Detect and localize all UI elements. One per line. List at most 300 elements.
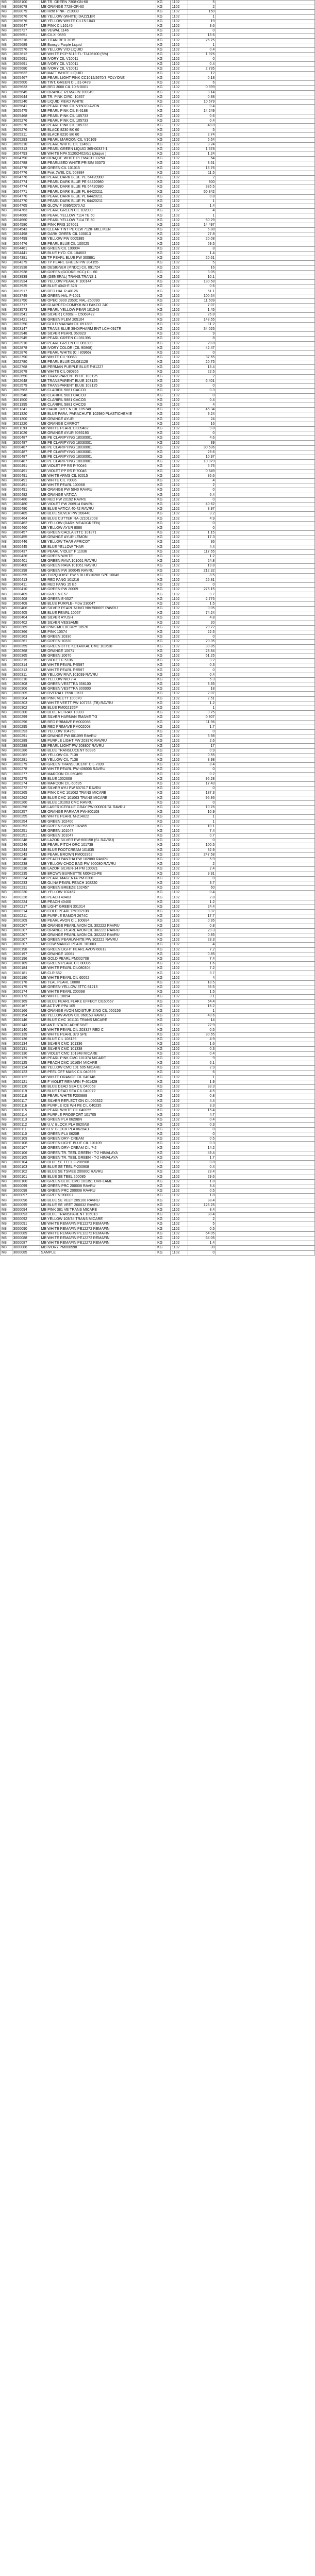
material-code-cell: 3000300 (12, 711, 40, 715)
description-cell: MB WHITE PEARL PW-406006 RAVRU (40, 767, 156, 772)
unit-cell: KG (156, 43, 171, 47)
description-cell: MB YELLOW CIL 7138 (40, 758, 156, 763)
description-cell: MB TEAL PEARL 10008 (40, 980, 156, 985)
material-code-cell: 3000491 (12, 474, 40, 478)
empty-cell (216, 327, 315, 331)
location-cell: 1102 (171, 105, 188, 109)
description-cell: MB WHITE PEARL 379 SPE (40, 1032, 156, 1037)
empty-cell (216, 976, 315, 980)
description-cell: MB GREEN (GODRE.HCC) CIL 60 (40, 270, 156, 275)
quantity-cell: 49.4 (188, 1151, 216, 1156)
location-cell: 1102 (171, 218, 188, 223)
quantity-cell: 0 (188, 488, 216, 493)
material-code-cell: 3000234 (12, 876, 40, 881)
plant-cell: M8 (1, 57, 12, 62)
description-cell: MB SILVER ( Cristal -- C5068422 (40, 313, 156, 317)
unit-cell: KG (156, 966, 171, 971)
table-row (1, 1142, 315, 1146)
unit-cell: KG (156, 744, 171, 748)
location-cell: 1102 (171, 350, 188, 355)
location-cell: 1102 (171, 711, 188, 715)
quantity-cell: 0.8 (188, 1160, 216, 1165)
plant-cell: M8 (1, 138, 12, 142)
empty-cell (216, 1056, 315, 1061)
table-row (1, 767, 315, 772)
unit-cell: KG (156, 895, 171, 900)
plant-cell: M8 (1, 76, 12, 81)
plant-cell: M8 (1, 1203, 12, 1208)
unit-cell: KG (156, 199, 171, 204)
location-cell: 1102 (171, 540, 188, 545)
description-cell: MB IVORY CIL V10011 (40, 57, 156, 62)
material-code-cell: 3000395 (12, 573, 40, 578)
plant-cell: M8 (1, 659, 12, 663)
material-code-cell: 3000410 (12, 588, 40, 592)
plant-cell: M8 (1, 843, 12, 848)
plant-cell: M8 (1, 905, 12, 909)
empty-cell (216, 777, 315, 781)
material-code-cell: 3001320 (12, 412, 40, 417)
plant-cell: M8 (1, 194, 12, 199)
plant-cell: M8 (1, 285, 12, 289)
plant-cell: M8 (1, 1080, 12, 1084)
table-row (1, 138, 315, 142)
location-cell: 1102 (171, 109, 188, 114)
location-cell: 1102 (171, 14, 188, 19)
unit-cell: KG (156, 1142, 171, 1146)
table-row (1, 1203, 315, 1208)
location-cell: 1102 (171, 313, 188, 317)
quantity-cell: 4.4 (188, 1099, 216, 1103)
table-row (1, 971, 315, 976)
table-row (1, 209, 315, 213)
location-cell: 1102 (171, 952, 188, 957)
unit-cell: KG (156, 1179, 171, 1184)
plant-cell: M8 (1, 526, 12, 530)
unit-cell: KG (156, 5, 171, 10)
description-cell: MB ANTI STATIC ADHESIVE (40, 1023, 156, 1028)
location-cell: 1102 (171, 152, 188, 157)
location-cell: 1102 (171, 531, 188, 536)
plant-cell: M8 (1, 734, 12, 739)
quantity-cell: 34.025 (188, 327, 216, 331)
empty-cell (216, 19, 315, 24)
description-cell: MB GREEN PW 20009 (40, 588, 156, 592)
plant-cell: M8 (1, 270, 12, 275)
description-cell: MB PEARL LIGHT PW 208807 RAVRU (40, 744, 156, 748)
unit-cell: KG (156, 1094, 171, 1099)
quantity-cell: 29.3 (188, 928, 216, 933)
unit-cell: KG (156, 919, 171, 924)
table-row (1, 621, 315, 625)
table-row (1, 791, 315, 796)
location-cell: 1102 (171, 190, 188, 194)
empty-cell (216, 242, 315, 246)
location-cell: 1102 (171, 161, 188, 166)
empty-cell (216, 322, 315, 327)
description-cell: MB YELLOW CIL 7138 (40, 753, 156, 758)
description-cell: MB GREEN 10330 (40, 640, 156, 644)
quantity-cell: 3.97 (188, 507, 216, 512)
location-cell: 1102 (171, 687, 188, 692)
empty-cell (216, 464, 315, 469)
location-cell: 1102 (171, 280, 188, 285)
location-cell: 1102 (171, 601, 188, 606)
material-code-cell: 3000211 (12, 914, 40, 919)
quantity-cell: 0 (188, 729, 216, 734)
description-cell: MB CLARIFIL 5881 CACO3 (40, 389, 156, 393)
description-cell: MB CLR 552 (40, 971, 156, 976)
table-row (1, 1018, 315, 1023)
unit-cell: KG (156, 441, 171, 445)
quantity-cell: 0.5 (188, 1189, 216, 1194)
empty-cell (216, 919, 315, 924)
empty-cell (216, 1175, 315, 1179)
description-cell: MB Bonsyb Purple Liquid (40, 43, 156, 47)
quantity-cell: 1 (188, 815, 216, 819)
table-row (1, 597, 315, 601)
location-cell: 1102 (171, 147, 188, 152)
table-row (1, 398, 315, 403)
unit-cell: KG (156, 1061, 171, 1066)
table-row (1, 190, 315, 194)
location-cell: 1102 (171, 1004, 188, 1009)
plant-cell: M8 (1, 327, 12, 331)
plant-cell: M8 (1, 1038, 12, 1042)
plant-cell: M8 (1, 625, 12, 630)
quantity-cell: 1.4 (188, 251, 216, 256)
unit-cell: KG (156, 237, 171, 242)
material-code-cell: 3000265 (12, 791, 40, 796)
description-cell: MB GREEN PEARL CIL 80036 (40, 962, 156, 966)
empty-cell (216, 483, 315, 488)
location-cell: 1102 (171, 436, 188, 441)
plant-cell: M8 (1, 356, 12, 360)
table-row (1, 758, 315, 763)
quantity-cell: 10.579 (188, 99, 216, 104)
empty-cell (216, 1032, 315, 1037)
material-code-cell: 3003749 (12, 294, 40, 298)
unit-cell: KG (156, 625, 171, 630)
description-cell: MB GREEN RAVA 101061 RAVRU (40, 564, 156, 568)
table-row (1, 781, 315, 786)
unit-cell: KG (156, 1246, 171, 1250)
description-cell: MB ORANGE 10061 (40, 952, 156, 957)
plant-cell: M8 (1, 1084, 12, 1089)
material-code-cell: 3005651 (12, 34, 40, 38)
quantity-cell: 8 (188, 246, 216, 251)
empty-cell (216, 1151, 315, 1156)
unit-cell: KG (156, 1028, 171, 1032)
quantity-cell: 40.62 (188, 502, 216, 507)
plant-cell: M8 (1, 478, 12, 483)
material-code-cell: 3000180 (12, 976, 40, 980)
material-code-cell: 3000174 (12, 990, 40, 995)
material-code-cell: 3000257 (12, 810, 40, 815)
quantity-cell: 2.4 (188, 867, 216, 872)
unit-cell: KG (156, 729, 171, 734)
quantity-cell: 0.18 (188, 76, 216, 81)
material-code-cell: 3003541 (12, 313, 40, 317)
quantity-cell: 10.76 (188, 805, 216, 810)
material-code-cell: 3000121 (12, 1080, 40, 1084)
quantity-cell: 2 (188, 1217, 216, 1222)
table-row (1, 389, 315, 393)
plant-cell: M8 (1, 161, 12, 166)
quantity-cell: 12 (188, 71, 216, 76)
location-cell: 1102 (171, 445, 188, 450)
description-cell: MB PEARL VIOLET F 11036 (40, 549, 156, 554)
empty-cell (216, 1241, 315, 1246)
unit-cell: KG (156, 90, 171, 95)
description-cell: MB BLUE CMC 101131 TRANS MICARE (40, 1018, 156, 1023)
material-code-cell: 3000409 (12, 592, 40, 597)
description-cell: MB YELLOW V/O LIQUID (40, 47, 156, 52)
table-row (1, 1108, 315, 1113)
table-row (1, 753, 315, 758)
material-code-cell: 3000366 (12, 630, 40, 634)
table-row (1, 66, 315, 71)
table-row (1, 76, 315, 81)
table-row (1, 450, 315, 455)
description-cell: MB BLUE PEARL 10057 (40, 611, 156, 616)
empty-cell (216, 142, 315, 147)
location-cell: 1102 (171, 554, 188, 559)
plant-cell: M8 (1, 933, 12, 938)
location-cell: 1102 (171, 772, 188, 777)
empty-cell (216, 232, 315, 237)
unit-cell: KG (156, 166, 171, 171)
location-cell: 1102 (171, 1179, 188, 1184)
description-cell: MB ORANGE AYUR LEMON (40, 536, 156, 540)
quantity-cell: 5 (188, 128, 216, 133)
plant-cell: M8 (1, 71, 12, 76)
location-cell: 1102 (171, 1231, 188, 1236)
table-row (1, 1189, 315, 1194)
description-cell: MB GREEN 3TTC KOTAKKAL CMC 102638 (40, 644, 156, 649)
material-code-cell: 3005727 (12, 29, 40, 34)
material-code-cell: 3003925 (12, 285, 40, 289)
location-cell: 1102 (171, 180, 188, 185)
plant-cell: M8 (1, 1075, 12, 1080)
empty-cell (216, 1023, 315, 1028)
location-cell: 1102 (171, 1094, 188, 1099)
description-cell: MB GREEN PRC 200008 RAVRU (40, 1189, 156, 1194)
quantity-cell: 0.907 (188, 715, 216, 720)
table-row (1, 109, 315, 114)
quantity-cell: 20.61 (188, 256, 216, 261)
quantity-cell: 1 (188, 1075, 216, 1080)
plant-cell: M8 (1, 952, 12, 957)
unit-cell: KG (156, 843, 171, 848)
quantity-cell: 0 (188, 800, 216, 805)
empty-cell (216, 34, 315, 38)
location-cell: 1102 (171, 905, 188, 909)
location-cell: 1102 (171, 133, 188, 138)
location-cell: 1102 (171, 455, 188, 460)
unit-cell: KG (156, 758, 171, 763)
description-cell: MB PE CLARIFYING 18030001 (40, 436, 156, 441)
location-cell: 1102 (171, 1236, 188, 1241)
quantity-cell: 5.9 (188, 857, 216, 862)
empty-cell (216, 497, 315, 502)
plant-cell: M8 (1, 895, 12, 900)
table-row (1, 147, 315, 152)
plant-cell: M8 (1, 1094, 12, 1099)
description-cell: MB TR. GREEN 7308-GN-60 (40, 1, 156, 5)
description-cell: MB OPAQUE WHITE PLEMACH 33250 (40, 157, 156, 161)
location-cell: 1102 (171, 933, 188, 938)
empty-cell (216, 663, 315, 668)
description-cell: MB BLUE CUTTER RA-J21012008 (40, 516, 156, 521)
description-cell: MB ORANGE VATICA (40, 493, 156, 497)
description-cell: MB BLUE CMC 101063 TRANS MICARE (40, 796, 156, 800)
location-cell: 1102 (171, 242, 188, 246)
table-row (1, 739, 315, 744)
material-code-cell: 3000460 (12, 526, 40, 530)
description-cell: MB GREEN RAVA 101061 RAVRU (40, 559, 156, 564)
description-cell: MB SILVER REFLECTION CIL060322 (40, 1099, 156, 1103)
unit-cell: KG (156, 957, 171, 961)
description-cell: MB GREEN PLA 0620BN (40, 1118, 156, 1123)
quantity-cell: 4 (188, 943, 216, 947)
description-cell: MB LAZOR SILVER PW-800158 (SL RAVRU) (40, 839, 156, 843)
plant-cell: M8 (1, 554, 12, 559)
unit-cell: KG (156, 360, 171, 365)
table-row (1, 1118, 315, 1123)
unit-cell: KG (156, 1222, 171, 1227)
location-cell: 1102 (171, 1194, 188, 1198)
unit-cell: KG (156, 928, 171, 933)
description-cell: MB VIOLET PW 206914 RAVRU (40, 502, 156, 507)
unit-cell: KG (156, 422, 171, 426)
empty-cell (216, 848, 315, 852)
description-cell: MB WHITE NPA 5120/2402/6/1 (plaque ) (40, 152, 156, 157)
material-code-cell: 3000262 (12, 796, 40, 800)
material-code-cell: 3000254 (12, 819, 40, 824)
material-code-cell: 3002780 (12, 360, 40, 365)
unit-cell: KG (156, 474, 171, 478)
description-cell: MB BLUE 4040-E 32B (40, 285, 156, 289)
location-cell: 1102 (171, 701, 188, 706)
unit-cell: KG (156, 630, 171, 634)
description-cell: MB PEACH CMC 101654 MICARE (40, 1061, 156, 1066)
material-code-cell: 3003573 (12, 308, 40, 313)
material-code-cell: 3004778 (12, 166, 40, 171)
table-row (1, 810, 315, 815)
location-cell: 1102 (171, 256, 188, 261)
table-row (1, 261, 315, 265)
unit-cell: KG (156, 905, 171, 909)
location-cell: 1102 (171, 545, 188, 549)
unit-cell: KG (156, 701, 171, 706)
location-cell: 1102 (171, 834, 188, 839)
description-cell: MB PINK 381 VE TRANS MICARE (40, 1208, 156, 1212)
plant-cell: M8 (1, 185, 12, 190)
material-code-cell: 3000251 (12, 834, 40, 839)
quantity-cell: 14.2 (188, 1146, 216, 1151)
table-row (1, 289, 315, 294)
description-cell: MB PEACH PANTHA PW 102080 RAVRU (40, 857, 156, 862)
quantity-cell: 69.5 (188, 242, 216, 246)
location-cell: 1102 (171, 360, 188, 365)
table-row (1, 228, 315, 232)
quantity-cell: 95.86 (188, 796, 216, 800)
location-cell: 1102 (171, 1132, 188, 1136)
material-code-cell: 3000087 (12, 1241, 40, 1246)
material-code-cell: 3003147 (12, 327, 40, 331)
table-row (1, 772, 315, 777)
empty-cell (216, 1080, 315, 1084)
material-code-cell: 3000094 (12, 1208, 40, 1212)
plant-cell: M8 (1, 578, 12, 582)
location-cell: 1102 (171, 62, 188, 66)
plant-cell: M8 (1, 445, 12, 450)
description-cell: MB GLOW F 3095/2070 A2 (40, 204, 156, 209)
empty-cell (216, 729, 315, 734)
material-code-cell: 3004543 (12, 228, 40, 232)
plant-cell: M8 (1, 251, 12, 256)
quantity-cell: 20.72 (188, 625, 216, 630)
quantity-cell: 26.75 (188, 38, 216, 43)
material-code-cell: 3000100 (12, 1179, 40, 1184)
location-cell: 1102 (171, 66, 188, 71)
material-code-cell: 3000363 (12, 635, 40, 640)
plant-cell: M8 (1, 374, 12, 379)
unit-cell: KG (156, 891, 171, 895)
quantity-cell: 0.9 (188, 748, 216, 753)
description-cell: MB BLUE PEARL FLAKE EFFECT CIL60567 (40, 999, 156, 1004)
location-cell: 1102 (171, 317, 188, 322)
unit-cell: KG (156, 161, 171, 166)
quantity-cell: 0 (188, 431, 216, 436)
location-cell: 1102 (171, 204, 188, 209)
location-cell: 1102 (171, 99, 188, 104)
empty-cell (216, 194, 315, 199)
table-row (1, 715, 315, 720)
description-cell: MB PEARL PINK CIL 105733 (40, 119, 156, 123)
description-cell: MB MAROON CIL-60695 (40, 781, 156, 786)
plant-cell: M8 (1, 753, 12, 758)
table-row (1, 29, 315, 34)
quantity-cell: 128.25 (188, 1203, 216, 1208)
location-cell: 1102 (171, 426, 188, 431)
location-cell: 1102 (171, 985, 188, 990)
unit-cell: KG (156, 692, 171, 696)
plant-cell: M8 (1, 455, 12, 460)
material-code-cell: 3000108 (12, 1142, 40, 1146)
unit-cell: KG (156, 1084, 171, 1089)
location-cell: 1102 (171, 289, 188, 294)
description-cell: MB GOLD MARIAN CIL 091383 (40, 322, 156, 327)
plant-cell: M8 (1, 502, 12, 507)
empty-cell (216, 592, 315, 597)
material-code-cell: 3000485 (12, 512, 40, 516)
material-code-cell: 3000313 (12, 668, 40, 673)
quantity-cell: 7.2 (188, 947, 216, 952)
plant-cell: M8 (1, 1160, 12, 1165)
unit-cell: KG (156, 687, 171, 692)
empty-cell (216, 601, 315, 606)
material-code-cell: 3000091 (12, 1222, 40, 1227)
table-row (1, 298, 315, 303)
description-cell: MB GREEN BLUE CMC 101351 ORIFLAME (40, 1179, 156, 1184)
quantity-cell: 335.5 (188, 185, 216, 190)
unit-cell: KG (156, 431, 171, 436)
table-row (1, 365, 315, 370)
description-cell: MB PURPLE PROSPORT 101705 (40, 1113, 156, 1118)
plant-cell: M8 (1, 237, 12, 242)
